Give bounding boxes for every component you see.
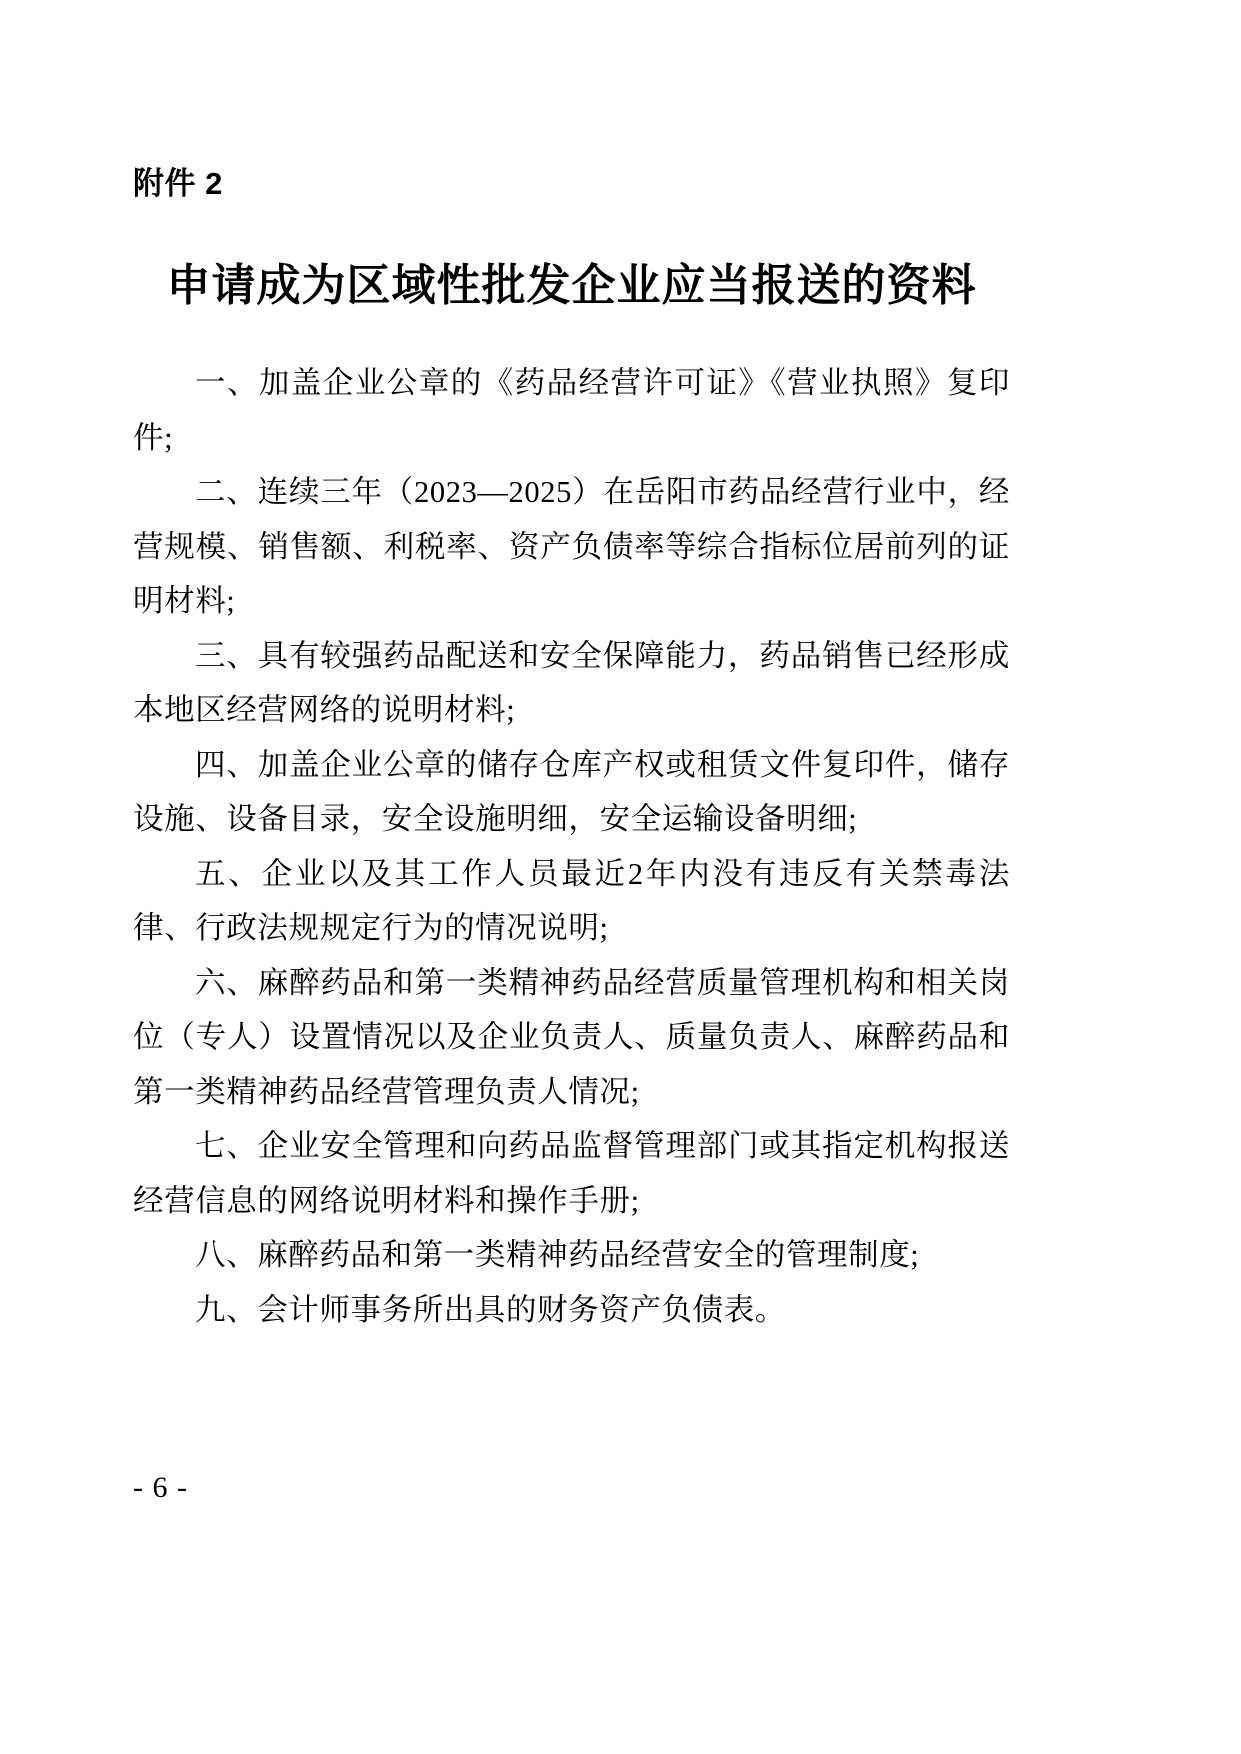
list-item: 三、具有较强药品配送和安全保障能力，药品销售已经形成本地区经营网络的说明材料; bbox=[133, 638, 1010, 727]
list-item: 四、加盖企业公章的储存仓库产权或租赁文件复印件，储存设施、设备目录，安全设施明细，安全运输设备明细; bbox=[133, 747, 1010, 836]
list-item: 九、会计师事务所出具的财务资产负债表。 bbox=[195, 1292, 786, 1327]
page-number: - 6 - bbox=[133, 1471, 188, 1504]
requirements-list bbox=[133, 356, 1010, 1337]
list-item: 七、企业安全管理和向药品监督管理部门或其指定机构报送经营信息的网络说明材料和操作手册; bbox=[133, 1129, 1010, 1218]
list-item: 五、企业以及其工作人员最近2年内没有违反有关禁毒法律、行政法规规定行为的情况说明; bbox=[133, 856, 1010, 945]
document-content bbox=[133, 0, 1010, 1337]
page-title: 申请成为区域性批发企业应当报送的资料 bbox=[166, 261, 977, 310]
list-item: 六、麻醉药品和第一类精神药品经营质量管理机构和相关岗位（专人）设置情况以及企业负责人、质量负责人、麻醉药品和第一类精神药品经营管理负责人情况; bbox=[133, 965, 1010, 1109]
list-item: 一、加盖企业公章的《药品经营许可证》《营业执照》复印件; bbox=[133, 366, 1010, 455]
attachment-label: 附件 2 bbox=[133, 166, 223, 201]
list-item: 八、麻醉药品和第一类精神药品经营安全的管理制度; bbox=[195, 1238, 920, 1272]
list-item: 二、连续三年（2023—2025）在岳阳市药品经营行业中，经营规模、销售额、利税率、资产负债率等综合指标位居前列的证明材料; bbox=[133, 475, 1010, 618]
